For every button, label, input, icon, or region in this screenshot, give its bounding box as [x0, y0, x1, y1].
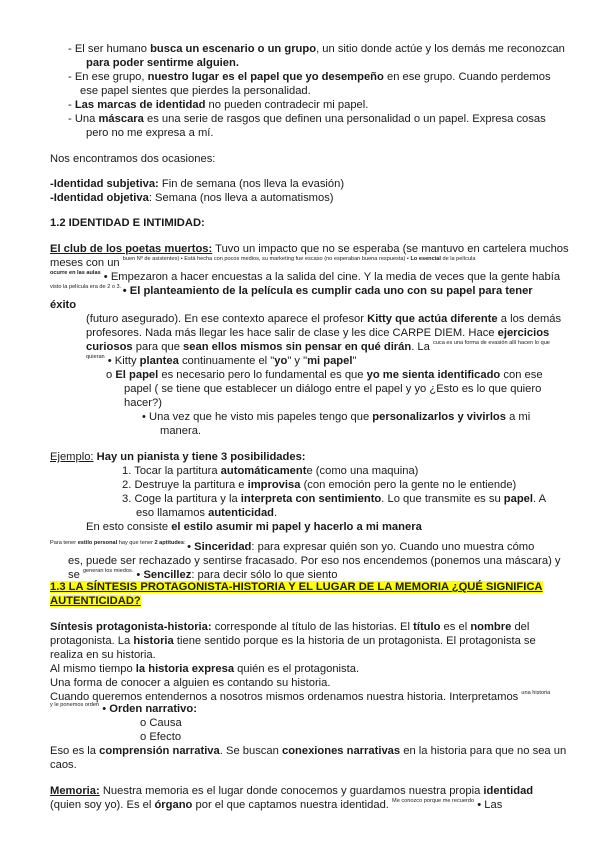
efecto-item: o Efecto: [140, 731, 182, 743]
sintesis-line-1: Síntesis protagonista-historia: corresponde al título de las historias. El título es el nombre del: [50, 621, 530, 633]
heading-1-3-cont: AUTENTICIDAD?: [50, 595, 141, 607]
heading-1-2: 1.2 IDENTIDAD E INTIMIDAD:: [50, 217, 205, 229]
club-line-7: profesores. Nada más llegar les hace salir de clase y les dice CARPE DIEM. Hace ejercicios: [86, 327, 550, 339]
club-line-2: meses con un $^{buen Nº de asistentes) • Está hecha con pocos medios, su marketing fue escaso (no esperaban buena respuesta) •}$ $^{Lo esencial}$ $^{de la película}$: [50, 256, 476, 269]
memoria-line-1: Memoria: Nuestra memoria es el lugar donde conocemos y guardamos nuestra propia identidad: [50, 785, 534, 797]
club-line-10: o El papel es necesario pero lo fundamental es que yo me sienta identificado con ese: [106, 369, 543, 381]
club-line-1: El club de los poetas muertos: Tuvo un impacto que no se esperaba (se mantuvo en cartelera muchos: [50, 243, 569, 255]
intro-line-3: - En ese grupo, nuestro lugar es el papel que yo desempeño en ese grupo. Cuando perdemos: [68, 71, 551, 83]
club-line-5: éxito: [50, 299, 77, 311]
ejemplo-heading: Ejemplo: Hay un pianista y tiene 3 posibilidades:: [50, 451, 306, 463]
aptitudes-line-3: se $^{generan los miedos.}$ • Sencillez: para decir sólo lo que siento: [68, 568, 338, 581]
club-line-12: hacer?): [124, 397, 162, 409]
sintesis-line-6: Cuando queremos entendernos a nosotros mismos ordenamos nuestra historia. Interpretamos $^{una historia}$: [50, 690, 551, 703]
club-line-8: curiosos para que sean ellos mismos sin pensar en qué dirán. La $^{cuca es una forma de evasión allí hacen lo que}$: [86, 340, 550, 353]
intro-line-7: pero no me expresa a mí.: [86, 127, 214, 139]
aptitudes-line-1: $^{Para tener}$ $^{estilo personal}$ $^{hay que tener}$ $^{2 aptitudes:}$ • Sinceridad: para expresar quién son yo. Cuando uno muestra cómo: [50, 540, 535, 553]
causa-item: o Causa: [140, 717, 182, 729]
ocasiones-line: Nos encontramos dos ocasiones:: [50, 153, 216, 165]
club-line-11: papel ( se tiene que establecer un diálogo entre el papel y yo ¿Esto es lo que quiero: [124, 383, 542, 395]
memoria-line-2: (quien soy yo). Es el órgano por el que captamos nuestra identidad. $^{Me conozco porque me recuerdo}$ • Las: [50, 798, 503, 811]
sintesis-line-3: realiza en su historia.: [50, 649, 156, 661]
intro-line-5: - Las marcas de identidad no pueden contradecir mi papel.: [68, 99, 369, 111]
intro-line-6: - Una máscara es una serie de rasgos que definen una personalidad o un papel. Expresa cosas: [68, 113, 546, 125]
sintesis-line-10: Eso es la comprensión narrativa. Se buscan conexiones narrativas en la historia para que no sea un: [50, 745, 567, 757]
aptitudes-line-2: es, puede ser rechazado y sentirse fracasado. Por eso nos encendemos (ponemos una máscara) y: [68, 555, 561, 567]
intro-line-4: ese papel sientes que pierdes la personalidad.: [80, 85, 311, 97]
ejemplo-item-3-cont: eso llamamos autenticidad.: [136, 507, 278, 519]
heading-1-3: 1.3 LA SÍNTESIS PROTAGONISTA-HISTORIA Y EL LUGAR DE LA MEMORIA ¿QUÉ SIGNIFICA: [50, 581, 543, 593]
ejemplo-item-1: 1. Tocar la partitura automáticamente (como una maquina): [122, 465, 419, 477]
intro-line-1: - El ser humano busca un escenario o un grupo, un sitio donde actúe y los demás me reconozcan: [68, 43, 565, 55]
club-line-3: $^{ocurre en las aulas}$ • Empezaron a hacer encuestas a la salida del cine. Y la media de veces que la gente había: [50, 270, 561, 283]
identidad-objetiva: -Identidad objetiva: Semana (nos lleva a automatismos): [50, 192, 334, 204]
ejemplo-item-2: 2. Destruye la partitura e improvisa (con emoción pero la gente no le entiende): [122, 479, 517, 491]
ejemplo-item-3: 3. Coge la partitura y la interpreta con sentimiento. Lo que transmite es su papel. A: [122, 493, 547, 505]
club-line-13: • Una vez que he visto mis papeles tengo que personalizarlos y vivirlos a mi: [142, 411, 531, 423]
club-line-14: manera.: [160, 425, 202, 437]
identidad-subjetiva: -Identidad subjetiva: Fin de semana (nos lleva la evasión): [50, 178, 345, 190]
club-line-4: $^{visto la película era de 2 o 3.}$ • El planteamiento de la película es cumplir cada uno con su papel para tener: [50, 284, 533, 297]
sintesis-line-2: protagonista. La historia tiene sentido porque es la historia de un protagonista. El protagonista se: [50, 635, 536, 647]
estilo-line: En esto consiste el estilo asumir mi papel y hacerlo a mi manera: [86, 521, 422, 533]
club-line-9: $^{quieran}$ • Kitty plantea continuamente el "yo" y "mi papel": [86, 354, 357, 367]
orden-narrativo-line: $^{y le ponemos orden}$ • Orden narrativo:: [50, 702, 197, 715]
sintesis-line-4: Al mismo tiempo la historia expresa quién es el protagonista.: [50, 663, 360, 675]
club-line-6: (futuro asegurado). En ese contexto aparece el profesor Kitty que actúa diferente a los demás: [86, 313, 562, 325]
intro-line-2: para poder sentirme alguien.: [86, 57, 239, 69]
sintesis-line-5: Una forma de conocer a alguien es contando su historia.: [50, 677, 331, 689]
sintesis-line-11: caos.: [50, 759, 77, 771]
